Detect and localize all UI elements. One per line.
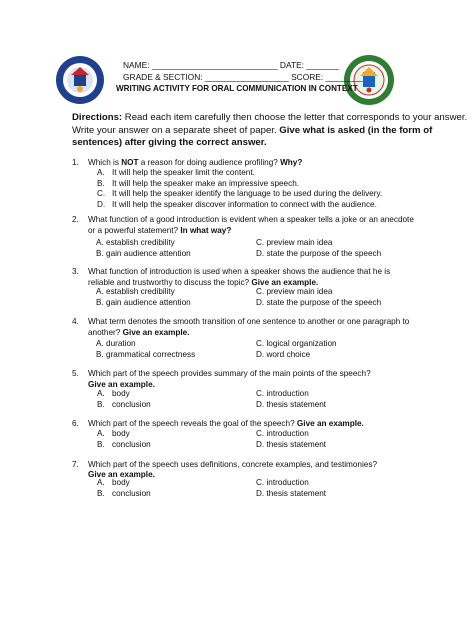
- q2-option-b: B. gain audience attention: [96, 248, 191, 258]
- q2-line-1: What function of a good introduction is evident when a speaker tells a joke or an anecdote: [88, 215, 414, 224]
- q1-not: NOT: [121, 158, 139, 167]
- q5-ask: Give an example.: [88, 380, 155, 389]
- q4-line-2: [88, 327, 190, 338]
- option-letter: B.: [97, 178, 105, 188]
- q6-ask: Give an example.: [296, 419, 364, 428]
- option-text: It will help the speaker limit the content.: [112, 168, 255, 177]
- q4-option-d: D. word choice: [256, 349, 311, 359]
- option-letter: C.: [97, 189, 106, 198]
- q1-why: Why?: [280, 158, 303, 167]
- q7-option-c: C. introduction: [256, 478, 309, 487]
- q7-option-d: D. thesis statement: [256, 488, 327, 498]
- directions: [72, 112, 468, 150]
- question-1: [72, 157, 303, 168]
- q4-line-1: What term denotes the smooth transition of one sentence to another or one paragraph to: [88, 317, 410, 326]
- q2-ask: In what way?: [180, 226, 232, 235]
- q7-line-1: Which part of the speech uses definitions, concrete examples, and testimonies?: [88, 460, 377, 469]
- question-number: 1.: [72, 158, 79, 167]
- option-letter: B.: [97, 399, 105, 409]
- q6-option-b: [97, 439, 151, 451]
- q5-option-b: [97, 399, 151, 411]
- q3-option-d: D. state the purpose of the speech: [256, 297, 382, 307]
- q4-line-2-text: another?: [88, 328, 123, 337]
- q7-option-b: [97, 488, 151, 500]
- q3-ask: Give an example.: [251, 278, 319, 287]
- question-number: 3.: [72, 267, 79, 276]
- q3-line-1: What function of introduction is used when a speaker shows the audience that he is: [88, 267, 391, 276]
- q7-option-a: [97, 478, 130, 489]
- q1-text-post: a reason for doing audience profiling?: [138, 158, 281, 167]
- q1-option-d: [97, 199, 377, 211]
- option-letter: D.: [97, 199, 106, 209]
- option-letter: B.: [97, 439, 105, 449]
- q4-option-c: C. logical organization: [256, 339, 337, 348]
- q3-option-c: C. preview main idea: [256, 287, 333, 296]
- directions-bold-2: Give what is asked (in the form of: [279, 124, 433, 136]
- q5-option-a: [97, 389, 130, 400]
- question-4: [72, 316, 410, 327]
- q4-ask: Give an example.: [122, 328, 190, 337]
- q2-line-2: [88, 225, 231, 236]
- name-date-line: NAME: ___________________________ DATE: _______: [123, 60, 339, 70]
- question-number: 2.: [72, 215, 79, 224]
- q3-line-2-text: reliable and trustworthy to discuss the topic?: [88, 278, 252, 287]
- deped-seal-logo: [55, 55, 105, 105]
- option-text: body: [112, 478, 130, 487]
- q2-option-d: D. state the purpose of the speech: [256, 248, 382, 258]
- q4-option-a: A. duration: [96, 339, 136, 348]
- directions-bold-3: sentences) after giving the correct answer.: [72, 137, 267, 148]
- option-letter: B.: [97, 488, 105, 498]
- q5-option-c: C. introduction: [256, 389, 309, 398]
- question-number: 7.: [72, 460, 79, 469]
- q1-option-c: [97, 189, 383, 200]
- q2-option-a: A. establish credibility: [96, 238, 175, 247]
- option-text: conclusion: [112, 439, 151, 449]
- q7-ask: Give an example.: [88, 470, 155, 479]
- activity-title: WRITING ACTIVITY FOR ORAL COMMUNICATION IN CONTEXT: [116, 84, 358, 93]
- q5-option-d: D. thesis statement: [256, 399, 327, 409]
- question-5: [72, 368, 371, 379]
- option-letter: A.: [97, 429, 105, 438]
- option-letter: A.: [97, 478, 105, 487]
- option-letter: A.: [97, 168, 105, 177]
- question-number: 4.: [72, 317, 79, 326]
- option-text: body: [112, 389, 130, 398]
- q5-line-1: Which part of the speech provides summary of the main points of the speech?: [88, 369, 371, 378]
- option-text: It will help the speaker identify the language to be used during the delivery.: [112, 189, 383, 198]
- question-2: [72, 214, 414, 225]
- option-text: conclusion: [112, 488, 151, 498]
- q6-option-d: D. thesis statement: [256, 439, 327, 449]
- option-text: body: [112, 429, 130, 438]
- question-7: [72, 459, 377, 470]
- q1-option-a: [97, 168, 255, 179]
- grade-score-line: GRADE & SECTION: __________________ SCORE: ________: [123, 72, 363, 82]
- option-text: It will help the speaker discover information to connect with the audience.: [112, 199, 377, 209]
- q6-option-c: C. introduction: [256, 429, 309, 438]
- q2-line-2-text: or a powerful statement?: [88, 226, 181, 235]
- option-letter: A.: [97, 389, 105, 398]
- question-number: 6.: [72, 419, 79, 428]
- question-number: 5.: [72, 369, 79, 378]
- q1-option-b: [97, 178, 300, 190]
- directions-text-1: Read each item carefully then choose the letter that corresponds to your answer.: [122, 112, 468, 123]
- q3-option-b: B. gain audience attention: [96, 297, 191, 307]
- q2-option-c: C. preview main idea: [256, 238, 333, 247]
- q6-option-a: [97, 429, 130, 440]
- option-text: conclusion: [112, 399, 151, 409]
- directions-label: Directions:: [72, 112, 123, 123]
- q6-line-1: Which part of the speech reveals the goal of the speech?: [88, 419, 297, 428]
- option-text: It will help the speaker make an impressive speech.: [112, 178, 300, 188]
- q4-option-b: B. grammatical correctness: [96, 349, 196, 359]
- question-3: [72, 266, 391, 277]
- q3-option-a: A. establish credibility: [96, 287, 175, 296]
- q1-text-pre: Which is: [88, 158, 122, 167]
- question-6: [72, 418, 364, 429]
- directions-text-2: Write your answer on a separate sheet of paper.: [72, 124, 280, 136]
